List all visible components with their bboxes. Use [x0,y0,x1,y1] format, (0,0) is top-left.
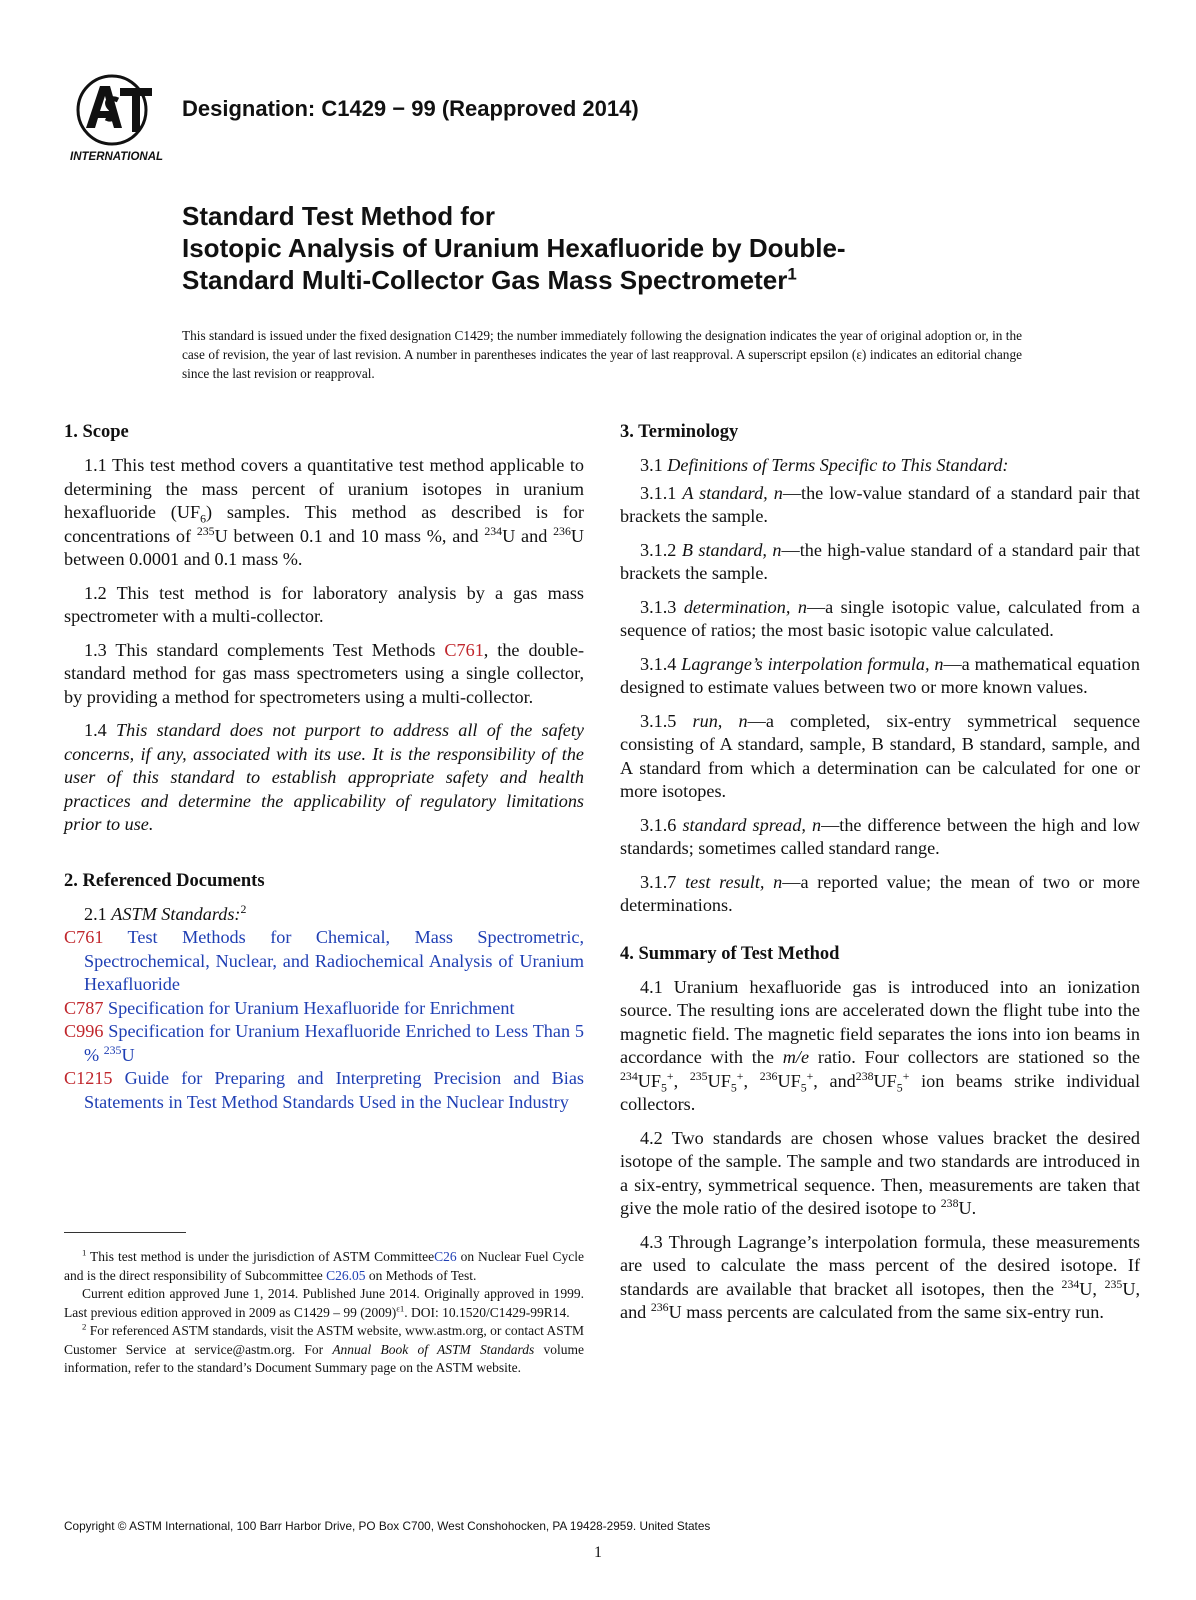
term-3-1-4: 3.1.4 Lagrange’s interpolation formula, n—a mathematical equation designed to estimate values between two or more known values. [620,653,1140,697]
left-column [64,420,584,1114]
right-column [620,420,1140,1335]
title-line-3: Standard Multi-Collector Gas Mass Spectrometer$^1$ [182,264,797,295]
footnote-1: $^1$ This test method is under the jurisdiction of ASTM CommitteeC26 on Nuclear Fuel Cycle and is the direct responsibility of Subcommittee C26.05 on Methods of Test. [64,1247,584,1283]
ref-item-c787[interactable]: C787 Specification for Uranium Hexafluoride for Enrichment [64,997,515,1018]
scope-1-2: 1.2 This test method is for laboratory analysis by a gas mass spectrometer with a multi-collector. [64,582,584,626]
term-3-1-7: 3.1.7 test result, n—a reported value; the mean of two or more determinations. [620,871,1140,915]
summary-4-3: 4.3 Through Lagrange’s interpolation formula, these measurements are used to calculate the mass percent of the desired isotope. If standards are available that bracket all isotopes, then the $^{234}$U, $^{235}$U, and $^{236}$U mass percents are calculated from the same six-entry run. [620,1231,1140,1322]
title-line-2: Isotopic Analysis of Uranium Hexafluoride by Double- [182,233,846,263]
link-c761[interactable]: C761 [444,639,484,660]
designation: Designation: C1429 − 99 (Reapproved 2014) [182,96,639,121]
intro-paragraph: This standard is issued under the fixed designation C1429; the number immediately following the designation indicates the year of original adoption or, in the case of revision, the year of last revision. A number in parentheses indicates the year of last reapproval. A superscript epsilon (ε) indicates an editorial change since the last revision or reapproval. [182,328,1022,381]
page-number: 1 [594,1544,602,1561]
term-3-1-5: 3.1.5 run, n—a completed, six-entry symmetrical sequence consisting of A standard, sample, B standard, B standard, sample, and A standard from which a determination can be calculated for one or more isotopes. [620,710,1141,801]
document-title [182,200,1062,296]
term-3-1: 3.1 Definitions of Terms Specific to This Standard: [640,455,1009,475]
section-1-heading: 1. Scope [64,422,129,442]
ref-item-c761[interactable]: C761 Test Methods for Chemical, Mass Spectrometric, Spectrochemical, Nuclear, and Radiochemical Analysis of Uranium Hexafluoride [64,927,584,994]
link-c26[interactable]: C26 [434,1249,457,1264]
link-c26-05[interactable]: C26.05 [326,1267,366,1283]
footnote-2: $^2$ For referenced ASTM standards, visit the ASTM website, www.astm.org, or contact ASTM Customer Service at service@astm.org. For Annual Book of ASTM Standards volume information, refer to the standard’s Document Summary page on the ASTM website. [64,1321,584,1375]
section-3-heading: 3. Terminology [620,422,739,442]
title-line-1: Standard Test Method for [182,201,495,231]
term-3-1-6: 3.1.6 standard spread, n—the difference between the high and low standards; sometimes called standard range. [620,814,1141,858]
ref-item-c996[interactable]: C996 Specification for Uranium Hexafluoride Enriched to Less Than 5 % $^{235}$U [64,1021,584,1065]
term-3-1-3: 3.1.3 determination, n—a single isotopic value, calculated from a sequence of ratios; the most basic isotopic value calculated. [620,596,1140,640]
title-footnote-mark: 1 [787,264,797,284]
ref-item-c1215[interactable]: C1215 Guide for Preparing and Interpreting Precision and Bias Statements in Test Method Standards Used in the Nuclear Industry [64,1068,584,1112]
section-4-heading: 4. Summary of Test Method [620,943,840,964]
logo-label: INTERNATIONAL [70,151,164,163]
scope-1-1: 1.1 This test method covers a quantitative test method applicable to determining the mass percent of uranium isotopes in uranium hexafluoride $(UF_6)$ samples. This method as described is for concentrations of $^{235}$U between 0.1 and 10 mass %, and $^{234}$U and $^{236}$U between 0.0001 and 0.1 mass %. [64,455,584,569]
summary-4-2: 4.2 Two standards are chosen whose values bracket the desired isotope of the sample. The sample and two standards are introduced in a six-entry, symmetrical sequence. Then, measurements are taken that give the mole ratio of the desired isotope to $^{238}$U. [620,1127,1140,1218]
term-3-1-1: 3.1.1 A standard, n—the low-value standard of a standard pair that brackets the sample. [620,482,1140,526]
summary-4-1: 4.1 Uranium hexafluoride gas is introduced into an ionization source. The resulting ions are accelerated down the flight tube into the magnetic field. The magnetic field separates the ions into ion beams in accordance with the m/e ratio. Four collectors are stationed so the $^{234}UF_5^+$, $^{235}UF_5^+$, $^{236}UF_5^+$, $and^{238}UF_5^+$ ion beams strike individual collectors. [620,976,1141,1114]
astm-logo [66,70,168,166]
term-3-1-2: 3.1.2 B standard, n—the high-value standard of a standard pair that brackets the sample. [620,539,1140,583]
footnote-rule [64,1232,186,1233]
footnote-1-edition: Current edition approved June 1, 2014. Published June 2014. Originally approved in 1999. Last previous edition approved in 2009 as C1429 – 99 $(2009)^{\varepsilon 1}$. DOI: 10.1520/C1429-99R14. [64,1286,584,1320]
scope-1-4: 1.4 This standard does not purport to address all of the safety concerns, if any, associated with its use. It is the responsibility of the user of this standard to establish appropriate safety and health practices and determine the applicability of regulatory limitations prior to use. [64,720,584,834]
section-2-heading: 2. Referenced Documents [64,870,265,891]
scope-1-3: 1.3 This standard complements Test Methods C761, the double-standard method for gas mass spectrometers using a single collector, by providing a method for spectrometers using a multi-collector. [64,639,585,707]
copyright-notice: Copyright © ASTM International, 100 Barr Harbor Drive, PO Box C700, West Conshohocken, PA 19428-2959. United States [64,1519,711,1533]
footnotes [64,1248,584,1378]
ref-2-1: 2.1 ASTM Standards:$^2$ [84,901,247,924]
